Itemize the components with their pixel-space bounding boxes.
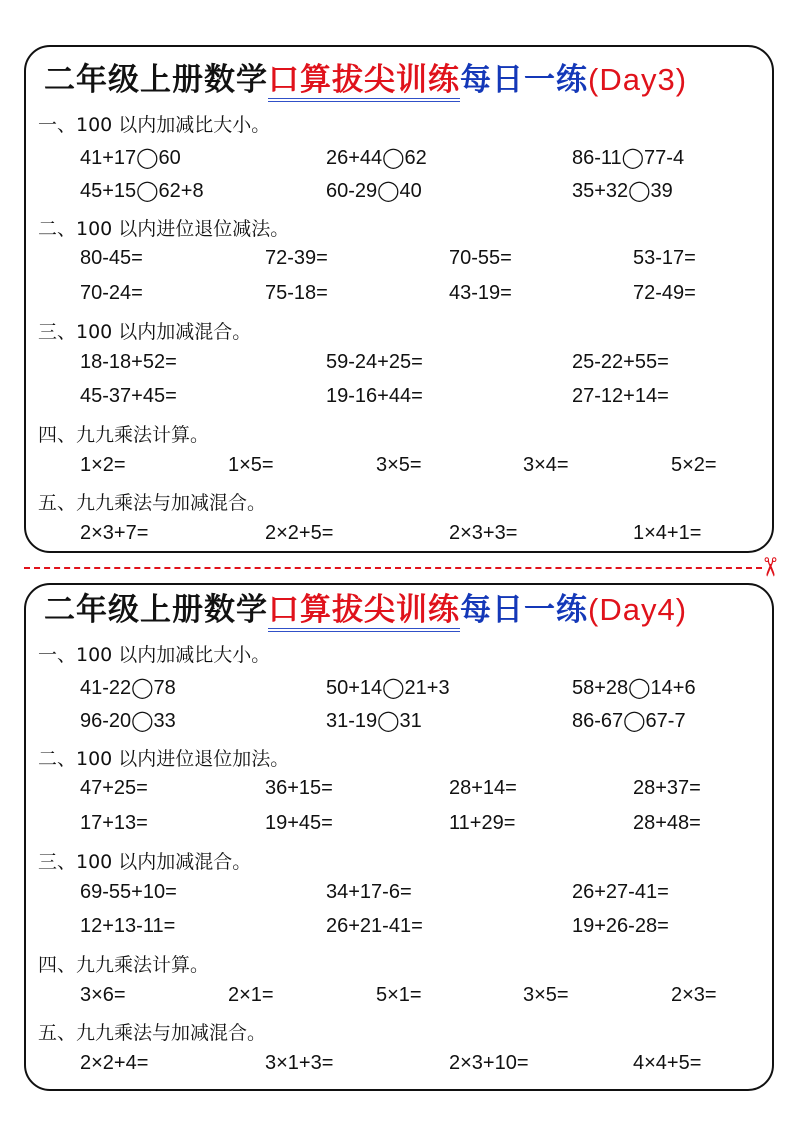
problem-item: 3×6= xyxy=(80,984,126,1006)
problem-item: 60-29◯40 xyxy=(326,180,422,202)
problem-item: 53-17= xyxy=(633,247,696,269)
scissors-icon: ✂ xyxy=(753,556,784,578)
title-highlight: 口算拔尖训练 xyxy=(268,62,460,102)
worksheet-title xyxy=(44,584,687,629)
problem-item: 1×5= xyxy=(228,454,274,476)
problem-item: 3×4= xyxy=(523,454,569,476)
problem-item: 69-55+10= xyxy=(80,881,177,903)
problem-item: 5×1= xyxy=(376,984,422,1006)
problem-item: 27-12+14= xyxy=(572,385,669,407)
problem-item: 59-24+25= xyxy=(326,351,423,373)
section-heading: 一、100 以内加减比大小。 xyxy=(38,644,271,666)
problem-item: 1×2= xyxy=(80,454,126,476)
problem-item: 96-20◯33 xyxy=(80,710,176,732)
problem-item: 17+13= xyxy=(80,812,148,834)
problem-item: 72-49= xyxy=(633,282,696,304)
problem-item: 28+37= xyxy=(633,777,701,799)
problem-item: 36+15= xyxy=(265,777,333,799)
problem-item: 86-67◯67-7 xyxy=(572,710,686,732)
problem-item: 2×2+4= xyxy=(80,1052,149,1074)
problem-item: 70-24= xyxy=(80,282,143,304)
problem-item: 26+27-41= xyxy=(572,881,669,903)
problem-item: 19+45= xyxy=(265,812,333,834)
problem-item: 50+14◯21+3 xyxy=(326,677,450,699)
problem-item: 26+21-41= xyxy=(326,915,423,937)
title-daily: 每日一练 xyxy=(460,62,588,98)
problem-item: 2×2+5= xyxy=(265,522,334,544)
problem-item: 31-19◯31 xyxy=(326,710,422,732)
problem-item: 26+44◯62 xyxy=(326,147,427,169)
section-heading: 三、100 以内加减混合。 xyxy=(38,851,252,873)
section-heading: 五、九九乘法与加减混合。 xyxy=(38,492,267,514)
problem-item: 19+26-28= xyxy=(572,915,669,937)
problem-item: 4×4+5= xyxy=(633,1052,702,1074)
problem-item: 2×3+7= xyxy=(80,522,149,544)
section-heading: 五、九九乘法与加减混合。 xyxy=(38,1022,267,1044)
problem-item: 80-45= xyxy=(80,247,143,269)
section-heading: 二、100 以内进位退位减法。 xyxy=(38,218,290,240)
section-heading: 四、九九乘法计算。 xyxy=(38,424,210,446)
problem-item: 43-19= xyxy=(449,282,512,304)
problem-item: 19-16+44= xyxy=(326,385,423,407)
title-grade: 二年级上册数学 xyxy=(44,592,268,628)
worksheet-title xyxy=(44,54,687,99)
title-day: (Day4) xyxy=(588,592,688,627)
problem-item: 58+28◯14+6 xyxy=(572,677,696,699)
problem-item: 3×5= xyxy=(376,454,422,476)
problem-item: 35+32◯39 xyxy=(572,180,673,202)
problem-item: 1×4+1= xyxy=(633,522,702,544)
problem-item: 41+17◯60 xyxy=(80,147,181,169)
title-day: (Day3) xyxy=(588,62,688,97)
title-highlight: 口算拔尖训练 xyxy=(268,592,460,632)
problem-item: 86-11◯77-4 xyxy=(572,147,685,169)
section-heading: 一、100 以内加减比大小。 xyxy=(38,114,271,136)
problem-item: 72-39= xyxy=(265,247,328,269)
problem-item: 28+14= xyxy=(449,777,517,799)
problem-item: 3×1+3= xyxy=(265,1052,334,1074)
problem-item: 47+25= xyxy=(80,777,148,799)
problem-item: 70-55= xyxy=(449,247,512,269)
problem-item: 45+15◯62+8 xyxy=(80,180,204,202)
problem-item: 11+29= xyxy=(449,812,516,834)
problem-item: 25-22+55= xyxy=(572,351,669,373)
problem-item: 75-18= xyxy=(265,282,328,304)
problem-item: 3×5= xyxy=(523,984,569,1006)
cut-line xyxy=(24,567,762,569)
problem-item: 28+48= xyxy=(633,812,701,834)
problem-item: 2×3+3= xyxy=(449,522,518,544)
problem-item: 41-22◯78 xyxy=(80,677,176,699)
section-heading: 三、100 以内加减混合。 xyxy=(38,321,252,343)
problem-item: 2×3= xyxy=(671,984,717,1006)
problem-item: 18-18+52= xyxy=(80,351,177,373)
problem-item: 5×2= xyxy=(671,454,717,476)
title-grade: 二年级上册数学 xyxy=(44,62,268,98)
problem-item: 2×3+10= xyxy=(449,1052,529,1074)
section-heading: 二、100 以内进位退位加法。 xyxy=(38,748,290,770)
problem-item: 45-37+45= xyxy=(80,385,177,407)
section-heading: 四、九九乘法计算。 xyxy=(38,954,210,976)
problem-item: 34+17-6= xyxy=(326,881,412,903)
title-daily: 每日一练 xyxy=(460,592,588,628)
problem-item: 12+13-11= xyxy=(80,915,176,937)
problem-item: 2×1= xyxy=(228,984,274,1006)
